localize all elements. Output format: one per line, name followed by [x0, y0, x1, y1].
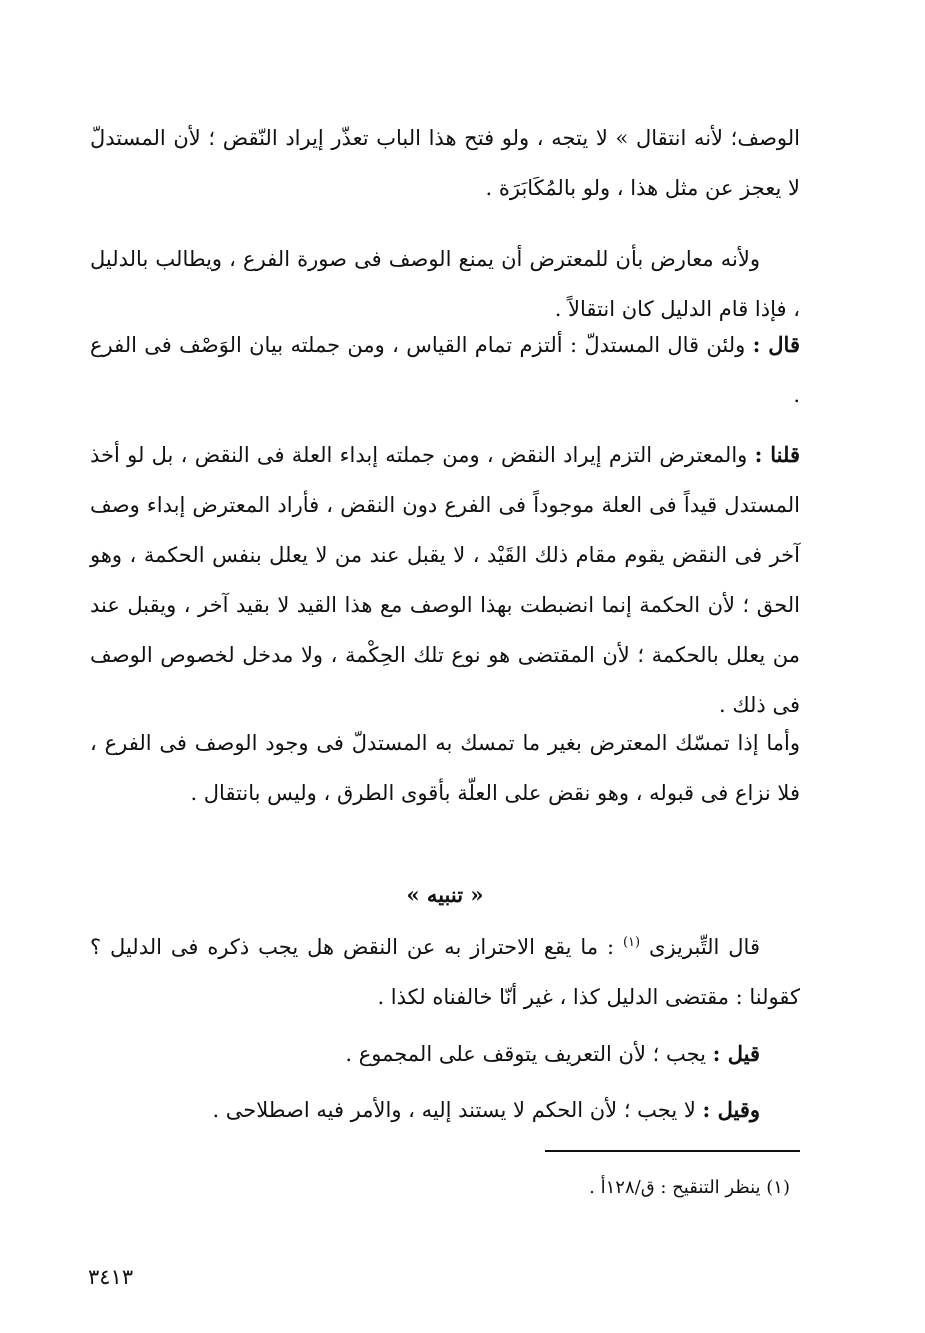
- paragraph-7-text: يجب ؛ لأن التعريف يتوقف على المجموع .: [345, 1042, 713, 1066]
- paragraph-7-lead: قيل :: [712, 1041, 760, 1066]
- paragraph-7: [90, 1030, 800, 1078]
- paragraph-2: [90, 234, 800, 334]
- paragraph-3-lead: قال :: [752, 332, 800, 357]
- paragraph-3: [90, 320, 800, 420]
- paragraph-4: [90, 430, 800, 730]
- paragraph-1-text: الوصف؛ لأنه انتقال » لا يتجه ، ولو فتح هذا الباب تعذّر إيراد النّقض ؛ لأن المستدلّ لا يعجز عن مثل هذا ، ولو بالمُكَابَرَة .: [90, 126, 800, 200]
- paragraph-6-start: قال التِّبريزى: [640, 935, 760, 959]
- page-number: ٣٤١٣: [88, 1265, 134, 1289]
- paragraph-2-text: ولأنه معارض بأن للمعترض أن يمنع الوصف فى صورة الفرع ، ويطالب بالدليل ، فإذا قام الدليل كان انتقالاً .: [90, 247, 800, 321]
- paragraph-3-text: ولئن قال المستدلّ : ألتزم تمام القياس ، ومن جملته بيان الوَصْف فى الفرع .: [90, 333, 800, 407]
- paragraph-8-lead: وقيل :: [702, 1097, 760, 1122]
- paragraph-6-rest: : ما يقع الاحتراز به عن النقض هل يجب ذكره فى الدليل ؟ كقولنا : مقتضى الدليل كذا ، غير أنّا خالفناه لكذا .: [90, 935, 800, 1009]
- paragraph-4-lead: قلنا :: [754, 442, 800, 467]
- section-heading: « تنبيه »: [406, 882, 484, 907]
- footnote-ref: (١): [622, 935, 641, 950]
- footnote-divider: [545, 1150, 800, 1152]
- paragraph-5-text: وأما إذا تمسّك المعترض بغير ما تمسك به المستدلّ فى وجود الوصف فى الفرع ، فلا نزاع فى قبوله ، وهو نقض على العلّة بأقوى الطرق ، وليس بانتقال .: [90, 731, 800, 805]
- paragraph-5: [90, 718, 800, 818]
- paragraph-1: [90, 113, 800, 213]
- paragraph-4-text: والمعترض التزم إيراد النقض ، ومن جملته إبداء العلة فى النقض ، بل لو أخذ المستدل قيداً فى العلة موجوداً فى الفرع دون النقض ، فأراد المعترض إبداء وصف آخر فى النقض يقوم مقام ذلك القَيْد ، لا يقبل عند من لا يعلل بنفس الحكمة ، وهو الحق ؛ لأن الحكمة إنما انضبطت بهذا الوصف مع هذا القيد لا بقيد آخر ، ويقبل عند من يعلل بالحكمة ؛ لأن المقتضى هو نوع تلك الحِكْمة ، ولا مدخل لخصوص الوصف فى ذلك .: [90, 443, 800, 717]
- footnote: (١) ينظر التنقيح : ق/١٢٨أ .: [589, 1177, 790, 1198]
- paragraph-8-text: لا يجب ؛ لأن الحكم لا يستند إليه ، والأمر فيه اصطلاحى .: [212, 1098, 703, 1122]
- paragraph-8: [90, 1085, 800, 1135]
- paragraph-6: [90, 922, 800, 1022]
